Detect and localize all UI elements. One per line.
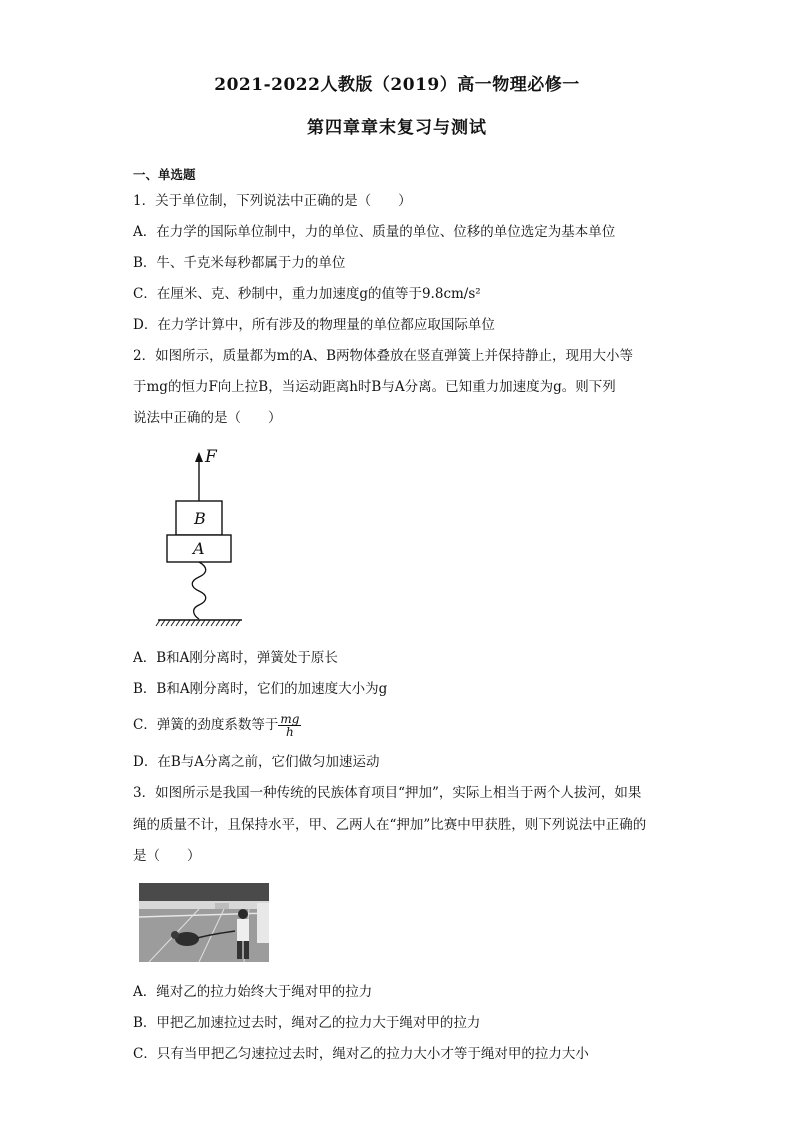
fraction-numerator: mg	[280, 712, 300, 726]
q2-option-a: A．B和A刚分离时，弹簧处于原长	[133, 650, 338, 666]
q2-option-c	[133, 713, 301, 738]
q1-option-c: C．在厘米、克、秒制中，重力加速度g的值等于9.8cm/s²	[133, 286, 481, 302]
spring	[192, 562, 206, 619]
q3-stem-line1: 3．如图所示是我国一种传统的民族体育项目“押加”，实际上相当于两个人拔河，如果	[133, 785, 642, 801]
q2-option-c-text: C．弹簧的劲度系数等于	[133, 717, 279, 733]
q1-option-b: B．牛、千克米每秒都属于力的单位	[133, 255, 346, 271]
q2-stem-line1: 2．如图所示，质量都为m的A、B两物体叠放在竖直弹簧上并保持静止，现用大小等	[133, 348, 634, 364]
photo-content	[139, 883, 269, 962]
stiffness-fraction	[278, 713, 301, 738]
q1-option-d: D．在力学计算中，所有涉及的物理量的单位都应取国际单位	[133, 317, 495, 333]
q2-stem-line2: 于mg的恒力F向上拉B，当运动距离h时B与A分离。已知重力加速度为g。则下列	[133, 379, 616, 395]
spring-block-diagram	[150, 440, 250, 630]
force-label: F	[205, 447, 217, 467]
ground-hatch	[156, 620, 240, 626]
q1-option-a: A．在力学的国际单位制中，力的单位、质量的单位、位移的单位选定为基本单位	[133, 224, 616, 240]
q1-stem: 1．关于单位制，下列说法中正确的是（ ）	[133, 193, 412, 209]
block-a-label: A	[193, 539, 205, 558]
block-b-label: B	[194, 509, 206, 528]
tug-of-war-photo	[139, 883, 269, 962]
force-arrow-head	[195, 452, 203, 462]
page-title: 2021-2022人教版（2019）高一物理必修一	[214, 75, 580, 95]
q3-option-c: C．只有当甲把乙匀速拉过去时，绳对乙的拉力大小才等于绳对甲的拉力大小	[133, 1046, 589, 1062]
q2-option-b: B．B和A刚分离时，它们的加速度大小为g	[133, 681, 388, 697]
section-heading: 一、单选题	[133, 167, 196, 182]
q2-option-d: D．在B与A分离之前，它们做匀加速运动	[133, 754, 380, 770]
fraction-denominator: h	[286, 725, 294, 739]
q3-option-a: A．绳对乙的拉力始终大于绳对甲的拉力	[133, 984, 373, 1000]
q2-stem-line3: 说法中正确的是（ ）	[133, 410, 282, 426]
q3-option-b: B．甲把乙加速拉过去时，绳对乙的拉力大于绳对甲的拉力	[133, 1015, 481, 1031]
q3-stem-line2: 绳的质量不计，且保持水平，甲、乙两人在“押加”比赛中甲获胜，则下列说法中正确的	[133, 817, 647, 833]
q3-stem-line3: 是（ ）	[133, 848, 201, 864]
page-subtitle: 第四章章末复习与测试	[307, 118, 487, 138]
